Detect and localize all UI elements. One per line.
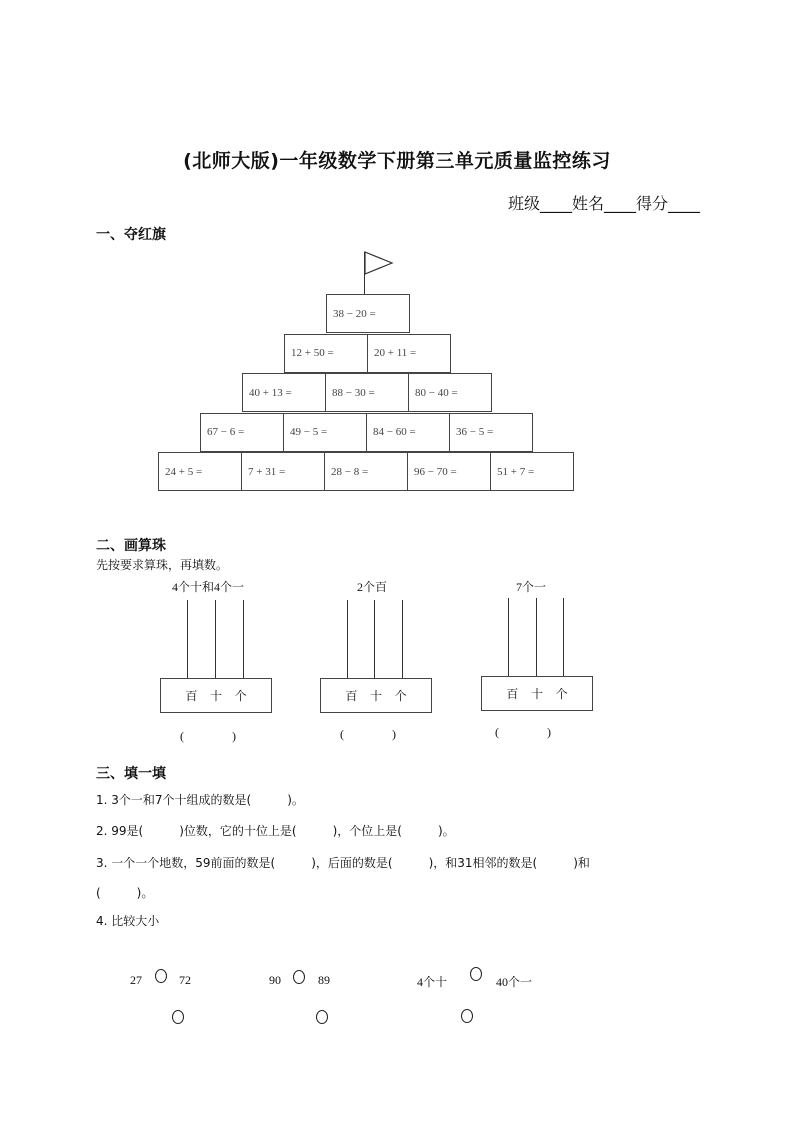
- abacus-rod: [187, 600, 188, 678]
- flag-icon: [364, 251, 394, 277]
- compare-left: 4个十: [417, 975, 448, 989]
- compare-right: 72: [179, 973, 191, 987]
- compare-circle[interactable]: [470, 967, 482, 981]
- pyramid-cell: 49 − 5 =: [283, 413, 367, 452]
- section-3-heading: 三、填一填: [96, 766, 166, 782]
- compare-left: 90: [269, 973, 281, 987]
- pyramid-cell: 38 − 20 =: [326, 294, 410, 333]
- abacus-base: [160, 678, 272, 713]
- pyramid-cell: 84 − 60 =: [366, 413, 450, 452]
- pyramid-cell: 88 − 30 =: [325, 373, 409, 412]
- abacus-rod: [508, 598, 509, 676]
- pyramid-cell: 28 − 8 =: [324, 452, 408, 491]
- compare-circle[interactable]: [155, 969, 167, 983]
- answer-blank[interactable]: ( ): [495, 725, 551, 739]
- section-1-heading: 一、夺红旗: [96, 227, 166, 243]
- abacus-label: 2个百: [357, 580, 388, 594]
- section-2-instruction: 先按要求算珠，再填数。: [96, 558, 229, 572]
- student-info-line: 班级____姓名____得分____: [507, 194, 700, 213]
- compare-circle[interactable]: [293, 970, 305, 984]
- place-hundreds: 百: [185, 689, 198, 703]
- place-tens: 十: [369, 689, 382, 703]
- abacus-label: 4个十和4个一: [172, 580, 245, 594]
- abacus-rod: [374, 600, 375, 678]
- abacus-label: 7个一: [516, 580, 547, 594]
- question-1: 1. 3个一和7个十组成的数是( )。: [96, 793, 304, 807]
- compare-right: 40个一: [496, 975, 533, 989]
- pyramid-cell: 51 + 7 =: [490, 452, 574, 491]
- pyramid-cell: 24 + 5 =: [158, 452, 242, 491]
- place-tens: 十: [209, 689, 222, 703]
- abacus-rod: [347, 600, 348, 678]
- answer-circle[interactable]: [461, 1009, 473, 1023]
- place-hundreds: 百: [345, 689, 358, 703]
- pyramid-cell: 67 − 6 =: [200, 413, 284, 452]
- answer-circle[interactable]: [172, 1010, 184, 1024]
- pyramid-cell: 36 − 5 =: [449, 413, 533, 452]
- answer-blank[interactable]: ( ): [340, 727, 396, 741]
- abacus-rod: [402, 600, 403, 678]
- pyramid-cell: 40 + 13 =: [242, 373, 326, 412]
- section-2-heading: 二、画算珠: [96, 538, 166, 554]
- compare-right: 89: [318, 973, 330, 987]
- abacus-base: [320, 678, 432, 713]
- place-ones: 个: [234, 689, 247, 703]
- question-3: 3. 一个一个地数，59前面的数是( )，后面的数是( )，和31相邻的数是( )和: [96, 856, 590, 870]
- pyramid-cell: 80 − 40 =: [408, 373, 492, 412]
- abacus-rod: [243, 600, 244, 678]
- answer-blank[interactable]: ( ): [180, 729, 236, 743]
- abacus-base: [481, 676, 593, 711]
- question-3-continued: ( )。: [96, 886, 154, 900]
- pyramid-cell: 20 + 11 =: [367, 334, 451, 373]
- abacus-rod: [536, 598, 537, 676]
- place-hundreds: 百: [506, 687, 519, 701]
- pyramid-cell: 96 − 70 =: [407, 452, 491, 491]
- page-title: (北师大版)一年级数学下册第三单元质量监控练习: [183, 150, 611, 172]
- question-2: 2. 99是( )位数，它的十位上是( )，个位上是( )。: [96, 824, 455, 838]
- place-ones: 个: [555, 687, 568, 701]
- pyramid-cell: 7 + 31 =: [241, 452, 325, 491]
- place-tens: 十: [530, 687, 543, 701]
- abacus-rod: [215, 600, 216, 678]
- pyramid-cell: 12 + 50 =: [284, 334, 368, 373]
- answer-circle[interactable]: [316, 1010, 328, 1024]
- place-ones: 个: [394, 689, 407, 703]
- question-4: 4. 比较大小: [96, 914, 160, 928]
- abacus-rod: [563, 598, 564, 676]
- compare-left: 27: [130, 973, 142, 987]
